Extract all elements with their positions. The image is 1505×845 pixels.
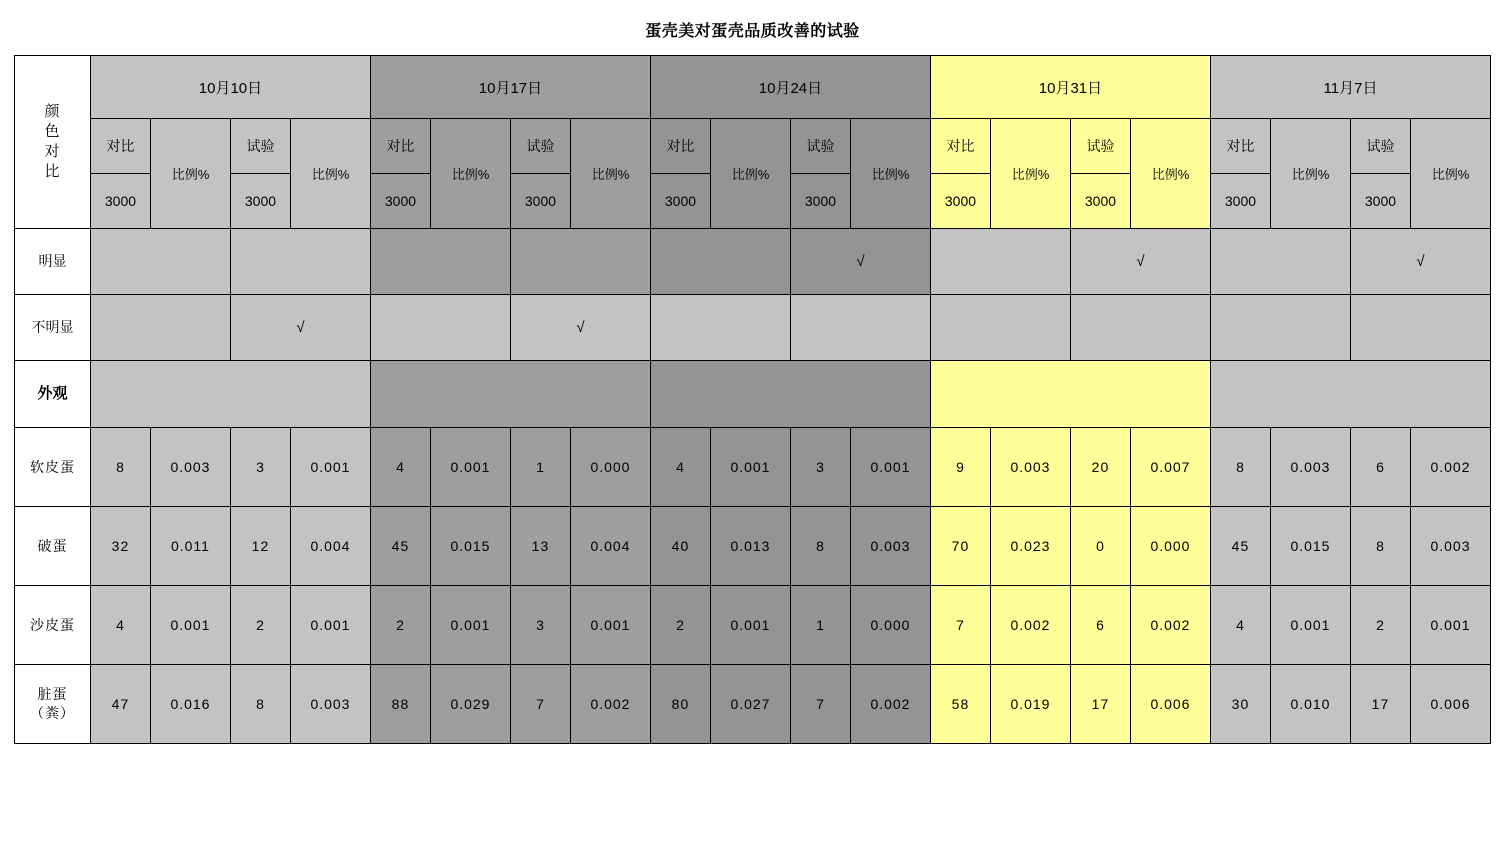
not-obvious-cell-9: [1350, 295, 1490, 361]
cell-r1-c6: 13: [510, 507, 570, 586]
subheader-trial-1: 试验: [510, 119, 570, 174]
header-sub-row: [14, 119, 1490, 174]
cell-r3-c4: 88: [370, 665, 430, 744]
subheader-ratio-2b: 比例%: [850, 119, 930, 229]
cell-r2-c11: 0.000: [850, 586, 930, 665]
cell-r3-c7: 0.002: [570, 665, 650, 744]
table-row-appearance-header: [14, 361, 1490, 428]
obvious-cell-1: [230, 229, 370, 295]
cell-r2-c8: 2: [650, 586, 710, 665]
obvious-cell-0: [90, 229, 230, 295]
cell-r0-c4: 4: [370, 428, 430, 507]
cell-r1-c2: 12: [230, 507, 290, 586]
subheader-trial-3: 试验: [1070, 119, 1130, 174]
cell-r0-c6: 1: [510, 428, 570, 507]
cell-r3-c17: 0.010: [1270, 665, 1350, 744]
cell-r0-c13: 0.003: [990, 428, 1070, 507]
cell-r3-c14: 17: [1070, 665, 1130, 744]
sample-count-2a: 3000: [650, 174, 710, 229]
cell-r0-c19: 0.002: [1410, 428, 1490, 507]
sample-count-3b: 3000: [1070, 174, 1130, 229]
cell-r1-c16: 45: [1210, 507, 1270, 586]
cell-r2-c10: 1: [790, 586, 850, 665]
row-label-appearance: 外观: [14, 361, 90, 428]
sample-count-1a: 3000: [370, 174, 430, 229]
obvious-cell-5: √: [790, 229, 930, 295]
cell-r1-c13: 0.023: [990, 507, 1070, 586]
row-label-broken-egg: 破蛋: [14, 507, 90, 586]
cell-r0-c1: 0.003: [150, 428, 230, 507]
appearance-band-1: [370, 361, 650, 428]
appearance-band-2: [650, 361, 930, 428]
cell-r3-c16: 30: [1210, 665, 1270, 744]
corner-label-text: 颜 色 对 比: [44, 102, 61, 181]
subheader-trial-0: 试验: [230, 119, 290, 174]
subheader-control-4: 对比: [1210, 119, 1270, 174]
not-obvious-cell-3: √: [510, 295, 650, 361]
table-row-obvious: [14, 229, 1490, 295]
sample-count-2b: 3000: [790, 174, 850, 229]
cell-r1-c4: 45: [370, 507, 430, 586]
subheader-control-3: 对比: [930, 119, 990, 174]
cell-r2-c15: 0.002: [1130, 586, 1210, 665]
row-label-soft-shell-egg: 软皮蛋: [14, 428, 90, 507]
sample-count-1b: 3000: [510, 174, 570, 229]
cell-r3-c10: 7: [790, 665, 850, 744]
obvious-cell-4: [650, 229, 790, 295]
cell-r1-c0: 32: [90, 507, 150, 586]
not-obvious-cell-5: [790, 295, 930, 361]
subheader-ratio-3a: 比例%: [990, 119, 1070, 229]
cell-r3-c12: 58: [930, 665, 990, 744]
cell-r0-c17: 0.003: [1270, 428, 1350, 507]
cell-r2-c17: 0.001: [1270, 586, 1350, 665]
cell-r2-c4: 2: [370, 586, 430, 665]
table-row: [14, 507, 1490, 586]
obvious-cell-7: √: [1070, 229, 1210, 295]
appearance-band-0: [90, 361, 370, 428]
cell-r3-c18: 17: [1350, 665, 1410, 744]
not-obvious-cell-4: [650, 295, 790, 361]
subheader-ratio-2a: 比例%: [710, 119, 790, 229]
cell-r2-c9: 0.001: [710, 586, 790, 665]
date-group-4: 11月7日: [1210, 56, 1490, 119]
not-obvious-cell-0: [90, 295, 230, 361]
appearance-band-4: [1210, 361, 1490, 428]
not-obvious-cell-1: √: [230, 295, 370, 361]
experiment-table: [14, 55, 1491, 744]
row-label-obvious: 明显: [14, 229, 90, 295]
subheader-trial-4: 试验: [1350, 119, 1410, 174]
cell-r1-c9: 0.013: [710, 507, 790, 586]
cell-r2-c7: 0.001: [570, 586, 650, 665]
sample-count-0b: 3000: [230, 174, 290, 229]
cell-r3-c2: 8: [230, 665, 290, 744]
cell-r2-c1: 0.001: [150, 586, 230, 665]
cell-r0-c2: 3: [230, 428, 290, 507]
subheader-control-2: 对比: [650, 119, 710, 174]
cell-r0-c15: 0.007: [1130, 428, 1210, 507]
row-label-not-obvious: 不明显: [14, 295, 90, 361]
table-row-not-obvious: [14, 295, 1490, 361]
row-label-sandy-egg: 沙皮蛋: [14, 586, 90, 665]
cell-r2-c3: 0.001: [290, 586, 370, 665]
subheader-ratio-0b: 比例%: [290, 119, 370, 229]
cell-r3-c11: 0.002: [850, 665, 930, 744]
cell-r1-c18: 8: [1350, 507, 1410, 586]
obvious-cell-2: [370, 229, 510, 295]
table-row: [14, 665, 1490, 744]
cell-r3-c19: 0.006: [1410, 665, 1490, 744]
cell-r0-c12: 9: [930, 428, 990, 507]
cell-r3-c9: 0.027: [710, 665, 790, 744]
cell-r3-c5: 0.029: [430, 665, 510, 744]
cell-r0-c18: 6: [1350, 428, 1410, 507]
date-group-3: 10月31日: [930, 56, 1210, 119]
subheader-ratio-0a: 比例%: [150, 119, 230, 229]
cell-r1-c19: 0.003: [1410, 507, 1490, 586]
date-group-2: 10月24日: [650, 56, 930, 119]
cell-r3-c3: 0.003: [290, 665, 370, 744]
cell-r1-c11: 0.003: [850, 507, 930, 586]
cell-r2-c2: 2: [230, 586, 290, 665]
subheader-trial-2: 试验: [790, 119, 850, 174]
subheader-control-1: 对比: [370, 119, 430, 174]
not-obvious-cell-8: [1210, 295, 1350, 361]
not-obvious-cell-2: [370, 295, 510, 361]
table-row: [14, 586, 1490, 665]
cell-r1-c14: 0: [1070, 507, 1130, 586]
cell-r3-c15: 0.006: [1130, 665, 1210, 744]
obvious-cell-9: √: [1350, 229, 1490, 295]
cell-r3-c13: 0.019: [990, 665, 1070, 744]
cell-r0-c0: 8: [90, 428, 150, 507]
cell-r0-c11: 0.001: [850, 428, 930, 507]
not-obvious-cell-7: [1070, 295, 1210, 361]
appearance-band-3: [930, 361, 1210, 428]
cell-r0-c9: 0.001: [710, 428, 790, 507]
date-group-1: 10月17日: [370, 56, 650, 119]
cell-r0-c10: 3: [790, 428, 850, 507]
cell-r1-c1: 0.011: [150, 507, 230, 586]
cell-r0-c14: 20: [1070, 428, 1130, 507]
sample-count-0a: 3000: [90, 174, 150, 229]
subheader-ratio-3b: 比例%: [1130, 119, 1210, 229]
cell-r3-c6: 7: [510, 665, 570, 744]
date-group-0: 10月10日: [90, 56, 370, 119]
cell-r2-c18: 2: [1350, 586, 1410, 665]
cell-r1-c7: 0.004: [570, 507, 650, 586]
cell-r1-c8: 40: [650, 507, 710, 586]
cell-r0-c8: 4: [650, 428, 710, 507]
cell-r2-c12: 7: [930, 586, 990, 665]
not-obvious-cell-6: [930, 295, 1070, 361]
obvious-cell-6: [930, 229, 1070, 295]
cell-r1-c12: 70: [930, 507, 990, 586]
cell-r1-c5: 0.015: [430, 507, 510, 586]
subheader-ratio-1b: 比例%: [570, 119, 650, 229]
obvious-cell-8: [1210, 229, 1350, 295]
cell-r3-c8: 80: [650, 665, 710, 744]
subheader-ratio-4a: 比例%: [1270, 119, 1350, 229]
cell-r0-c16: 8: [1210, 428, 1270, 507]
subheader-ratio-1a: 比例%: [430, 119, 510, 229]
obvious-cell-3: [510, 229, 650, 295]
cell-r1-c10: 8: [790, 507, 850, 586]
cell-r2-c19: 0.001: [1410, 586, 1490, 665]
subheader-ratio-4b: 比例%: [1410, 119, 1490, 229]
sample-count-3a: 3000: [930, 174, 990, 229]
cell-r2-c13: 0.002: [990, 586, 1070, 665]
page-title: 蛋壳美对蛋壳品质改善的试验: [645, 23, 860, 40]
table-row: [14, 428, 1490, 507]
header-date-row: [14, 56, 1490, 119]
cell-r3-c1: 0.016: [150, 665, 230, 744]
row-label-dirty-egg: 脏蛋 （粪）: [14, 665, 90, 744]
sample-count-4b: 3000: [1350, 174, 1410, 229]
cell-r0-c5: 0.001: [430, 428, 510, 507]
cell-r0-c7: 0.000: [570, 428, 650, 507]
subheader-control-0: 对比: [90, 119, 150, 174]
cell-r1-c15: 0.000: [1130, 507, 1210, 586]
cell-r2-c14: 6: [1070, 586, 1130, 665]
cell-r0-c3: 0.001: [290, 428, 370, 507]
sample-count-4a: 3000: [1210, 174, 1270, 229]
corner-label: [14, 56, 90, 229]
cell-r2-c5: 0.001: [430, 586, 510, 665]
cell-r3-c0: 47: [90, 665, 150, 744]
cell-r2-c16: 4: [1210, 586, 1270, 665]
cell-r2-c6: 3: [510, 586, 570, 665]
cell-r1-c17: 0.015: [1270, 507, 1350, 586]
cell-r2-c0: 4: [90, 586, 150, 665]
cell-r1-c3: 0.004: [290, 507, 370, 586]
